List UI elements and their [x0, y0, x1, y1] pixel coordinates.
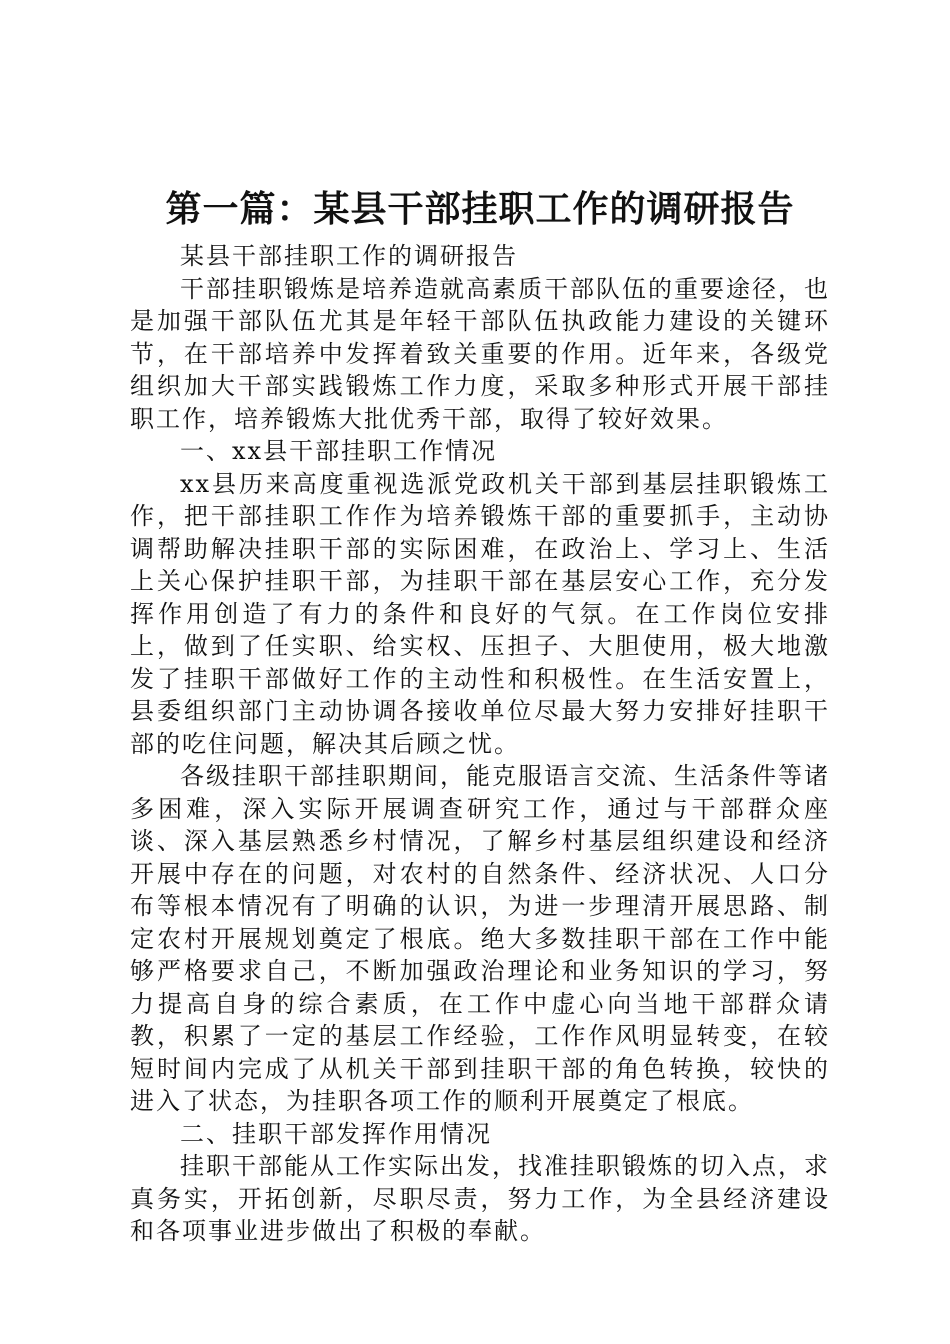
paragraph-section-1-continued: 各级挂职干部挂职期间，能克服语言交流、生活条件等诸多困难，深入实际开展调查研究工作，通过与干部群众座谈、深入基层熟悉乡村情况，了解乡村基层组织建设和经济开展中存在的问题，对农村的自然条件、经济状况、人口分布等根本情况有了明确的认识，为进一步理清开展思路、制定农村开展规划奠定了根底。绝大多数挂职干部在工作中能够严格要求自己，不断加强政治理论和业务知识的学习，努力提高自身的综合素质，在工作中虚心向当地干部群众请教，积累了一定的基层工作经验，工作作风明显转变，在较短时间内完成了从机关干部到挂职干部的角色转换，较快的进入了状态，为挂职各项工作的顺利开展奠定了根底。 [130, 762, 830, 1115]
paragraph-intro: 干部挂职锻炼是培养造就高素质干部队伍的重要途径，也是加强干部队伍尤其是年轻干部队伍执政能力建设的关键环节，在干部培养中发挥着致关重要的作用。近年来，各级党组织加大干部实践锻炼工作力度，采取多种形式开展干部挂职工作，培养锻炼大批优秀干部，取得了较好效果。 [130, 274, 830, 433]
document-page [130, 182, 830, 1248]
paragraph-section-2: 挂职干部能从工作实际出发，找准挂职锻炼的切入点，求真务实，开拓创新，尽职尽责，努力工作，为全县经济建设和各项事业进步做出了积极的奉献。 [130, 1152, 830, 1245]
document-subtitle: 某县干部挂职工作的调研报告 [180, 242, 518, 270]
document-title: 第一篇：某县干部挂职工作的调研报告 [165, 189, 795, 230]
section-heading-1: 一、xx县干部挂职工作情况 [180, 437, 498, 465]
section-heading-2: 二、挂职干部发挥作用情况 [180, 1119, 492, 1148]
paragraph-section-1: xx县历来高度重视选派党政机关干部到基层挂职锻炼工作，把干部挂职工作作为培养锻炼干部的重要抓手，主动协调帮助解决挂职干部的实际困难，在政治上、学习上、生活上关心保护挂职干部，为挂职干部在基层安心工作，充分发挥作用创造了有力的条件和良好的气氛。在工作岗位安排上，做到了任实职、给实权、压担子、大胆使用，极大地激发了挂职干部做好工作的主动性和积极性。在生活安置上，县委组织部门主动协调各接收单位尽最大努力安排好挂职干部的吃住问题，解决其后顾之忧。 [130, 469, 830, 758]
